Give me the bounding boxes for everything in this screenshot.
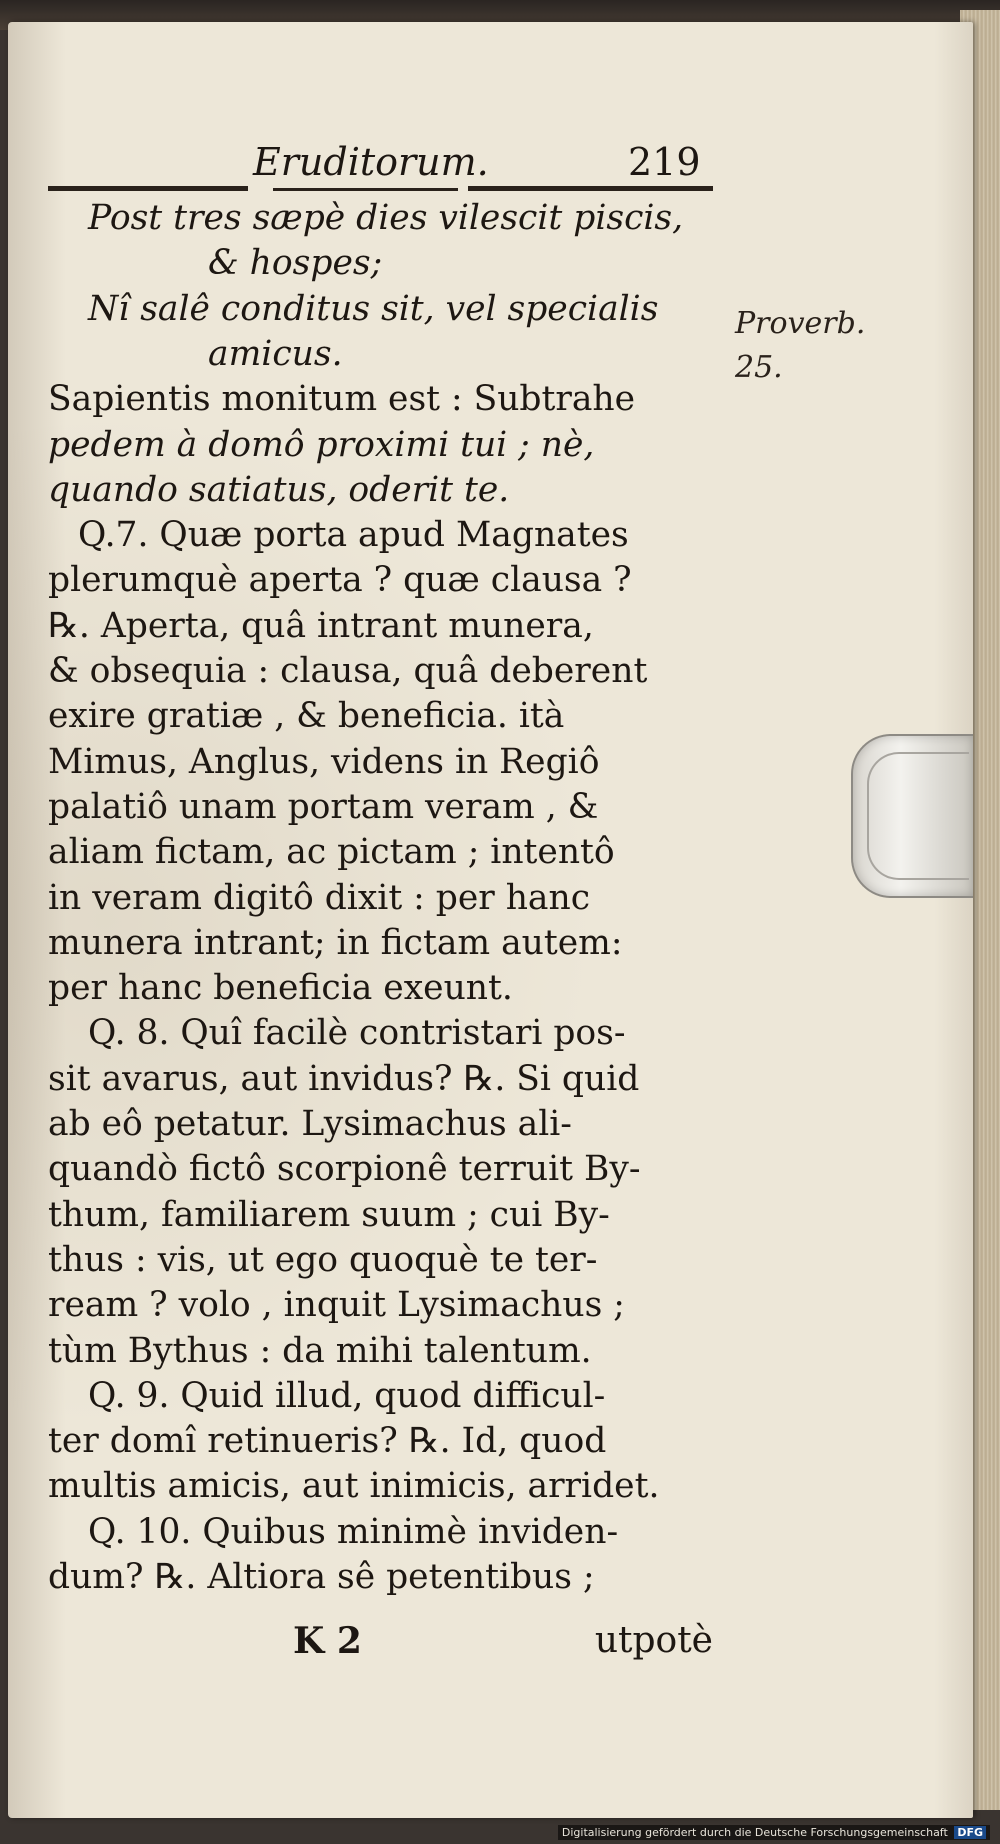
text-line: multis amicis, aut inimicis, arridet. [48,1466,660,1506]
text-line: Sapientis monitum est : Subtrahe [48,379,636,419]
header-rule-left [48,186,248,191]
text-line: ream ? volo , inquit Lysimachus ; [48,1285,625,1325]
dfg-badge: DFG [954,1826,986,1839]
book-page [8,22,973,1818]
credit-text: Digitalisierung gefördert durch die Deutsche Forschungsgemeinschaft [561,1826,948,1839]
text-line: dum? ℞. Altiora sê petentibus ; [48,1557,595,1597]
text-line: Mimus, Anglus, videns in Regiô [48,742,600,782]
text-line: amicus. [208,334,343,374]
text-line: per hanc beneficia exeunt. [48,968,513,1008]
page-header [48,140,713,196]
text-line: Q. 9. Quid illud, quod difficul- [88,1376,606,1416]
text-line: Nî salê conditus sit, vel specialis [88,289,659,329]
text-line: ter domî retinueris? ℞. Id, quod [48,1421,607,1461]
page-clip-inner [867,752,969,880]
text-line: quando satiatus, oderit te. [48,470,510,510]
page-footer [48,1620,713,1664]
running-title: Eruditorum. [253,140,489,184]
text-line: & obsequia : clausa, quâ deberent [48,651,648,691]
header-rule-right [468,186,713,191]
text-line: tùm Bythus : da mihi talentum. [48,1331,592,1371]
page-clip [851,734,973,898]
signature-mark: K 2 [293,1620,362,1662]
text-line: quandò fictô scorpionê terruit By- [48,1149,641,1189]
text-line: Post tres sæpè dies vilescit piscis, [88,198,684,238]
text-line: Q. 8. Quî facilè contristari pos- [88,1013,626,1053]
text-line: palatiô unam portam veram , & [48,787,599,827]
text-line: ab eô petatur. Lysimachus ali- [48,1104,572,1144]
text-line: ℞. Aperta, quâ intrant munera, [48,606,594,646]
catchword: utpotè [594,1620,713,1661]
text-line: in veram digitô dixit : per hanc [48,878,591,918]
text-line: thus : vis, ut ego quoquè te ter- [48,1240,598,1280]
margin-note-proverb: Proverb. [735,306,866,341]
text-line: pedem à domô proximi tui ; nè, [48,425,595,465]
text-line: Q. 10. Quibus minimè inviden- [88,1512,619,1552]
page-number: 219 [628,140,701,184]
text-line: & hospes; [208,243,383,283]
header-rule-middle [273,188,458,191]
text-line: aliam fictam, ac pictam ; intentô [48,832,615,872]
text-line: sit avarus, aut invidus? ℞. Si quid [48,1059,640,1099]
text-line: thum, familiarem suum ; cui By- [48,1195,610,1235]
digitization-credit [558,1825,990,1840]
text-line: Q.7. Quæ porta apud Magnates [78,515,629,555]
margin-note-chapter: 25. [735,350,783,385]
text-line: exire gratiæ , & beneficia. ità [48,696,565,736]
text-line: munera intrant; in fictam autem: [48,923,623,963]
text-line: plerumquè aperta ? quæ clausa ? [48,560,632,600]
